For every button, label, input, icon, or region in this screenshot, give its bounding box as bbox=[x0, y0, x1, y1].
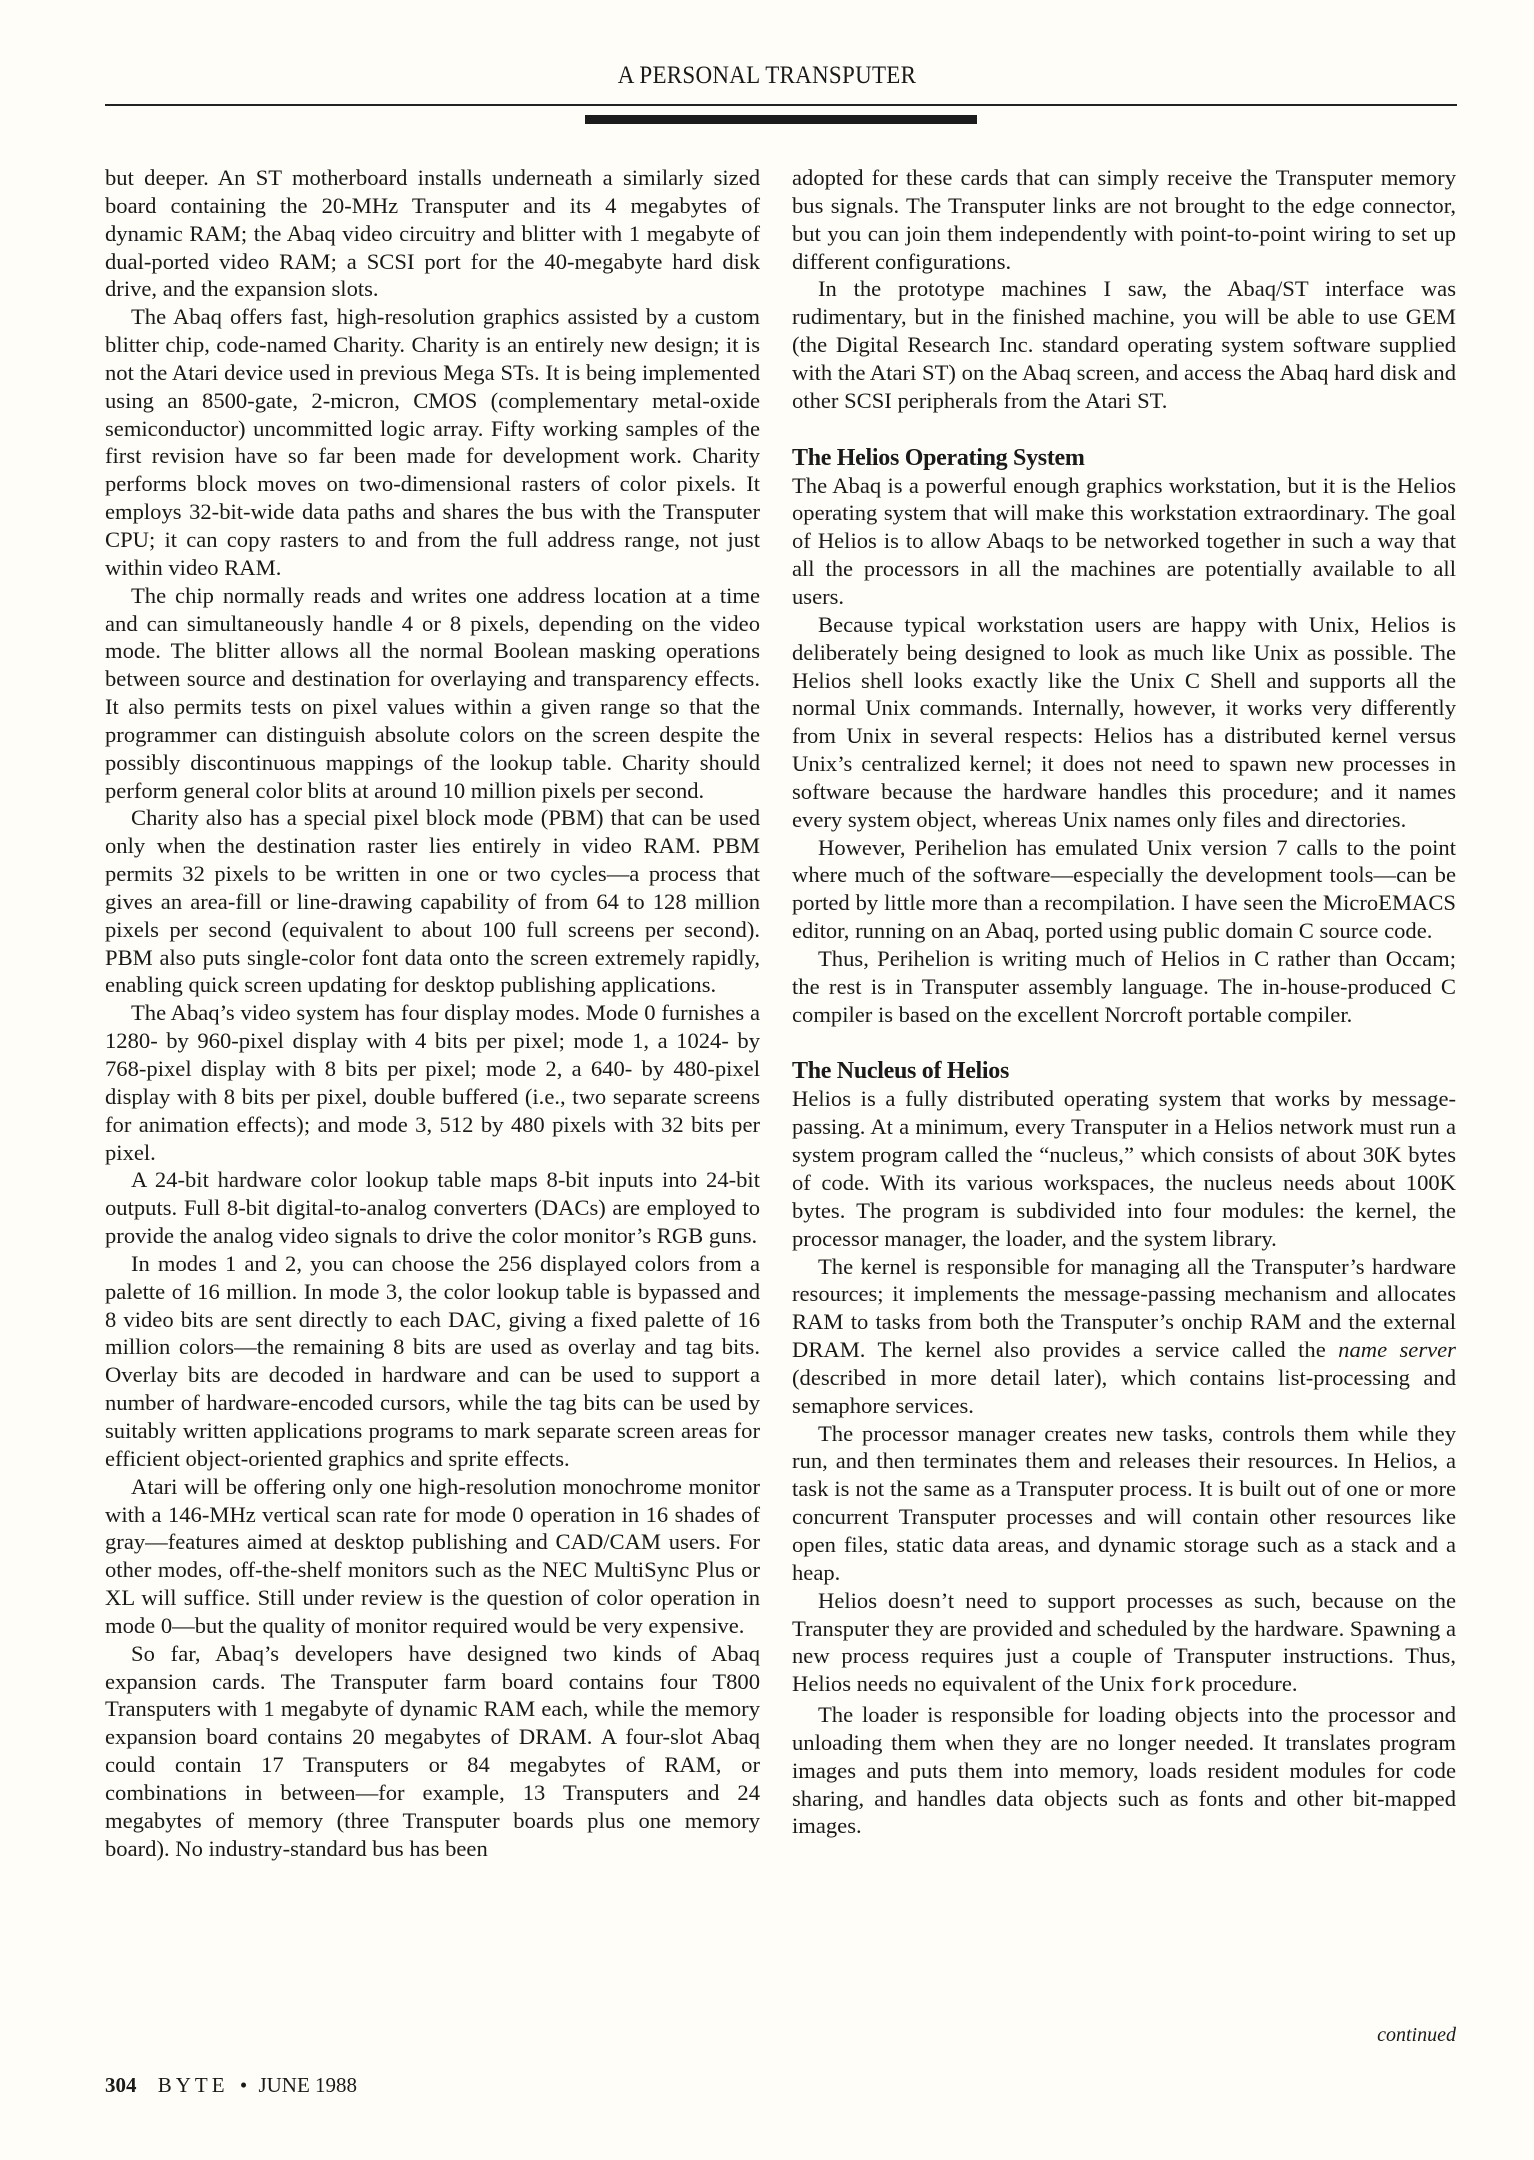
paragraph: In the prototype machines I saw, the Abaq/ST interface was rudimentary, but in the finished machine, you will be able to use GEM (the Digital Research Inc. standard operating system software supplied with the Atari ST) on the Abaq screen, and access the Abaq hard disk and other SCSI peripherals from the Atari ST. bbox=[792, 276, 1456, 413]
header-bar bbox=[585, 115, 977, 124]
section-gap bbox=[792, 415, 1456, 444]
paragraph: In modes 1 and 2, you can choose the 256 displayed colors from a palette of 16 million. In mode 3, the color lookup table is bypassed and 8 video bits are sent directly to each DAC, giving a fixed palette of 16 million colors—the remaining 8 bits are used as overlay and tag bits. Overlay bits are decoded in hardware and can be used to support a number of hardware-encoded cursors, while the tag bits can be used by suitably written applications programs to mark separate screen areas for efficient object-oriented graphics and sprite effects. bbox=[105, 1250, 760, 1471]
right-column bbox=[792, 164, 1456, 1840]
continued-label: continued bbox=[1377, 2024, 1456, 2046]
section-heading: The Nucleus of Helios bbox=[792, 1058, 1010, 1085]
paragraph: Atari will be offering only one high-resolution monochrome monitor with a 146-MHz vertical scan rate for mode 0 operation in 16 shades of gray—features aimed at desktop publishing and CAD/CAM users. For other modes, off-the-shelf monitors such as the NEC MultiSync Plus or XL will suffice. Still under review is the question of color operation in mode 0—but the quality of monitor required would be very expensive. bbox=[105, 1473, 760, 1638]
paragraph: The Abaq’s video system has four display modes. Mode 0 furnishes a 1280- by 960-pixel display with 4 bits per pixel; mode 1, a 1024- by 768-pixel display with 8 bits per pixel; mode 2, a 640- by 480-pixel display with 8 bits per pixel, double buffered (i.e., two separate screens for animation effects); and mode 3, 512 by 480 pixels with 32 bits per pixel. bbox=[105, 1000, 760, 1165]
italic-term: name server bbox=[1338, 1337, 1456, 1363]
page-footer bbox=[105, 2073, 357, 2098]
page-number: 304 bbox=[105, 2073, 137, 2097]
paragraph: Helios is a fully distributed operating system that works by message-passing. At a minimum, every Transputer in a Helios network must run a system program called the “nucleus,” which consists of about 30K bytes of code. With its various workspaces, the nucleus needs about 100K bytes. The program is subdivided into four modules: the kernel, the processor manager, the loader, and the system library. bbox=[792, 1086, 1456, 1251]
running-head: A PERSONAL TRANSPUTER bbox=[617, 62, 917, 89]
paragraph: Charity also has a special pixel block mode (PBM) that can be used only when the destination raster lies entirely in video RAM. PBM permits 32 pixels to be written in one or two cycles—a process that gives an area-fill or line-drawing capability of from 64 to 128 million pixels per second (equivalent to about 100 full screens per second). PBM also puts single-color font data onto the screen extremely rapidly, enabling quick screen updating for desktop publishing applications. bbox=[105, 805, 760, 998]
paragraph: The loader is responsible for loading objects into the processor and unloading them when they are no longer needed. It translates program images and puts them into memory, loads resident modules for code sharing, and handles data objects such as fonts and other bit-mapped images. bbox=[792, 1702, 1456, 1839]
footer-separator: • bbox=[239, 2073, 248, 2097]
paragraph: but deeper. An ST motherboard installs underneath a similarly sized board containing the 20-MHz Transputer and its 4 megabytes of dynamic RAM; the Abaq video circuitry and blitter with 1 megabyte of dual-ported video RAM; a SCSI port for the 40-megabyte hard disk drive, and the expansion slots. bbox=[105, 165, 760, 302]
section-heading: The Helios Operating System bbox=[792, 444, 1085, 471]
paragraph: Helios doesn’t need to support processes as such, because on the Transputer they are provided and scheduled by the hardware. Spawning a new process requires just a couple of Transputer instructions. Thus, Helios needs no equivalent of the Unix fork procedure. bbox=[792, 1587, 1456, 1698]
code-term: fork bbox=[1150, 1675, 1196, 1698]
paragraph: So far, Abaq’s developers have designed two kinds of Abaq expansion cards. The Transputer farm board contains four T800 Transputers with 1 megabyte of dynamic RAM each, while the memory expansion board contains 20 megabytes of DRAM. A four-slot Abaq could contain 17 Transputers or 84 megabytes of RAM, or combinations in between—for example, 13 Transputers and 24 megabytes of memory (three Transputer boards plus one memory board). No industry-standard bus has been bbox=[105, 1640, 760, 1861]
paragraph: A 24-bit hardware color lookup table maps 8-bit inputs into 24-bit outputs. Full 8-bit digital-to-analog converters (DACs) are employed to provide the analog video signals to drive the color monitor’s RGB guns. bbox=[105, 1167, 760, 1249]
magazine-name: BYTE bbox=[157, 2073, 229, 2097]
paragraph: The chip normally reads and writes one address location at a time and can simultaneously handle 4 or 8 pixels, depending on the video mode. The blitter allows all the normal Boolean masking operations between source and destination for overlaying and transparency effects. It also permits tests on pixel values within a given range so that the programmer can distinguish absolute colors on the screen despite the possibly discontinuous mappings of the lookup table. Charity should perform general color blits at around 10 million pixels per second. bbox=[105, 582, 760, 803]
paragraph: The Abaq is a powerful enough graphics workstation, but it is the Helios operating system that will make this workstation extraordinary. The goal of Helios is to allow Abaqs to be networked together in such a way that all the processors in all the machines are potentially available to all users. bbox=[792, 472, 1456, 609]
paragraph: However, Perihelion has emulated Unix version 7 calls to the point where much of the software—especially the development tools—can be ported by little more than a recompilation. I have seen the MicroEMACS editor, running on an Abaq, ported using public domain C source code. bbox=[792, 834, 1456, 944]
paragraph: Thus, Perihelion is writing much of Helios in C rather than Occam; the rest is in Transputer assembly language. The in-house-produced C compiler is based on the excellent Norcroft portable compiler. bbox=[792, 945, 1456, 1027]
header-rule bbox=[105, 104, 1457, 106]
issue-date: JUNE 1988 bbox=[258, 2073, 358, 2097]
section-gap bbox=[792, 1028, 1456, 1057]
paragraph: Because typical workstation users are happy with Unix, Helios is deliberately being designed to look as much like Unix as possible. The Helios shell looks exactly like the Unix C Shell and supports all the normal Unix commands. Internally, however, it works very differently from Unix in several respects: Helios has a distributed kernel versus Unix’s centralized kernel; it does not need to spawn new processes in software because the hardware handles this procedure; and it names every system object, whereas Unix names only files and directories. bbox=[792, 611, 1456, 832]
left-column bbox=[105, 164, 760, 1862]
paragraph: The processor manager creates new tasks, controls them while they run, and then terminates them and releases their resources. In Helios, a task is not the same as a Transputer process. It is built out of one or more concurrent Transputer processes and will contain other resources like open files, static data areas, and dynamic storage such as a stack and a heap. bbox=[792, 1420, 1456, 1585]
paragraph: The Abaq offers fast, high-resolution graphics assisted by a custom blitter chip, code-named Charity. Charity is an entirely new design; it is not the Atari device used in previous Mega STs. It is being implemented using an 8500-gate, 2-micron, CMOS (complementary metal-oxide semiconductor) uncommitted logic array. Fifty working samples of the first revision have so far been made for development work. Charity performs block moves on two-dimensional rasters of color pixels. It employs 32-bit-wide data paths and shares the bus with the Transputer CPU; it can copy rasters to and from the full address range, not just within video RAM. bbox=[105, 304, 760, 580]
paragraph: adopted for these cards that can simply receive the Transputer memory bus signals. The Transputer links are not brought to the edge connector, but you can join them independently with point-to-point wiring to set up different configurations. bbox=[792, 165, 1456, 274]
paragraph: The kernel is responsible for managing all the Transputer’s hardware resources; it implements the message-passing mechanism and allocates RAM to tasks from both the Transputer’s onchip RAM and the external DRAM. The kernel also provides a service called the name server (described in more detail later), which contains list-processing and semaphore services. bbox=[792, 1253, 1456, 1418]
